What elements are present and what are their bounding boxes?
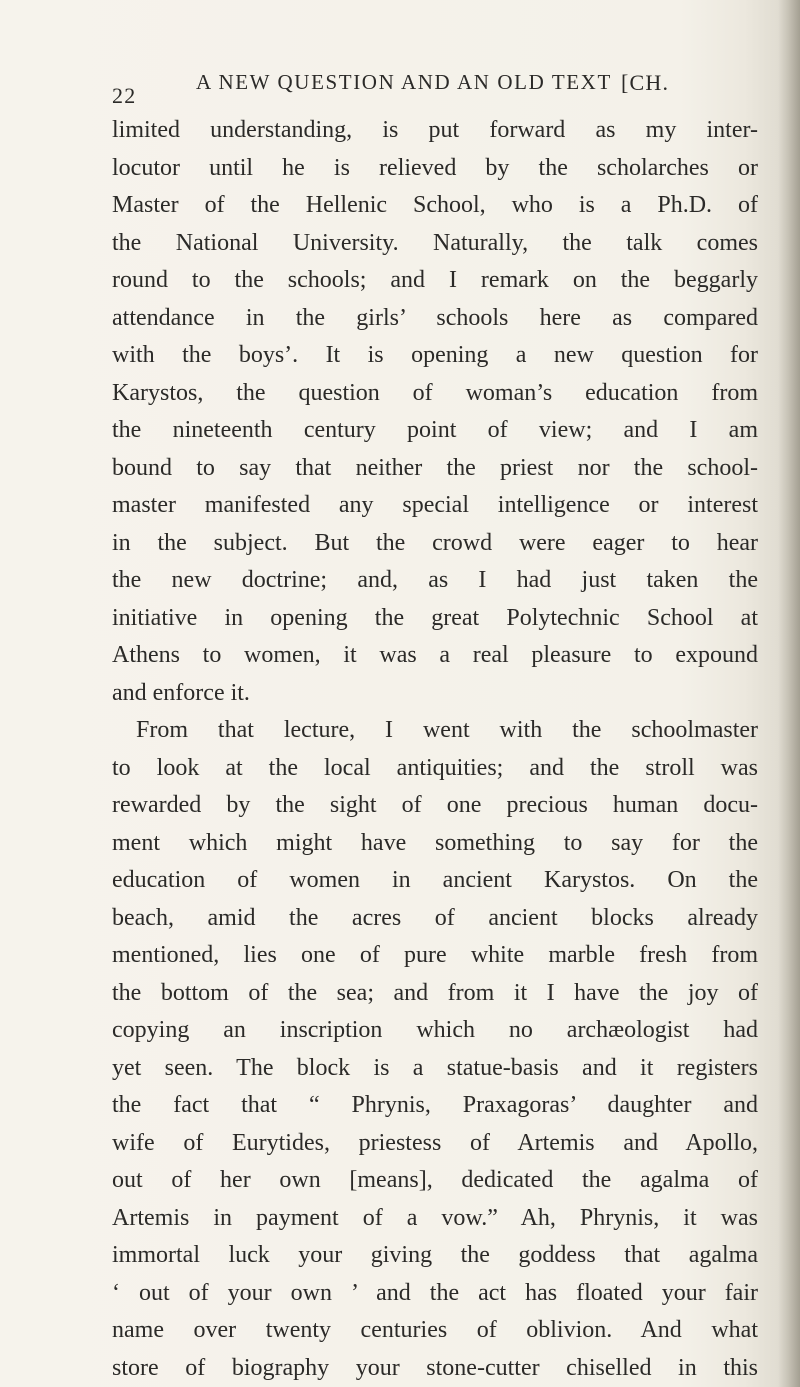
text-line: initiative in opening the great Polytechnic School at <box>112 604 758 631</box>
running-header <box>0 70 800 110</box>
text-line: the nineteenth century point of view; and I am <box>112 417 758 443</box>
text-line: limited understanding, is put forward as my inter- <box>112 117 758 143</box>
text-line: Master of the Hellenic School, who is a Ph.D. of <box>112 192 758 218</box>
text-line: mentioned, lies one of pure white marble fresh from <box>112 942 758 968</box>
text-line: ment which might have something to say for the <box>112 829 758 856</box>
text-line: the bottom of the sea; and from it I have the joy of <box>112 979 758 1006</box>
text-line: locutor until he is relieved by the scholarches or <box>112 154 758 181</box>
text-line: with the boys’. It is opening a new question for <box>112 342 758 368</box>
text-line: Athens to women, it was a real pleasure to expound <box>112 642 758 668</box>
text-line: yet seen. The block is a statue-basis and it registers <box>112 1054 758 1081</box>
text-line: store of biography your stone-cutter chiselled in this <box>112 1354 758 1381</box>
text-line: Karystos, the question of woman’s education from <box>112 379 758 406</box>
body-text <box>112 112 758 1387</box>
text-line: copying an inscription which no archæologist had <box>112 1017 758 1043</box>
text-line: ‘ out of your own ’ and the act has floated your fair <box>112 1279 758 1306</box>
text-line: to look at the local antiquities; and the stroll was <box>112 754 758 781</box>
text-line: the National University. Naturally, the talk comes <box>112 229 758 256</box>
text-line: the new doctrine; and, as I had just taken the <box>112 567 758 593</box>
text-line: bound to say that neither the priest nor the school- <box>112 454 758 481</box>
text-line: master manifested any special intelligence or interest <box>112 492 758 518</box>
page-edge-shadow <box>778 0 800 1387</box>
text-line: education of women in ancient Karystos. On the <box>112 867 758 893</box>
paragraph-start-line: From that lecture, I went with the schoolmaster <box>136 717 758 743</box>
text-line: name over twenty centuries of oblivion. And what <box>112 1317 758 1343</box>
text-line: Artemis in payment of a vow.” Ah, Phrynis, it was <box>112 1204 758 1231</box>
paragraph-end-line: and enforce it. <box>112 679 250 706</box>
text-line: immortal luck your giving the goddess that agalma <box>112 1242 758 1268</box>
page-number: 22 <box>112 83 137 108</box>
text-line: attendance in the girls’ schools here as compared <box>112 304 758 331</box>
text-line: round to the schools; and I remark on the beggarly <box>112 267 758 293</box>
text-line: the fact that “ Phrynis, Praxagoras’ daughter and <box>112 1092 758 1118</box>
text-line: rewarded by the sight of one precious human docu- <box>112 792 758 818</box>
text-line: out of her own [means], dedicated the agalma of <box>112 1167 758 1193</box>
chapter-mark: [CH. <box>621 70 670 95</box>
text-line: in the subject. But the crowd were eager to hear <box>112 529 758 556</box>
running-title: A NEW QUESTION AND AN OLD TEXT <box>196 70 612 94</box>
text-line: wife of Eurytides, priestess of Artemis and Apollo, <box>112 1129 758 1156</box>
text-line: beach, amid the acres of ancient blocks already <box>112 904 758 931</box>
